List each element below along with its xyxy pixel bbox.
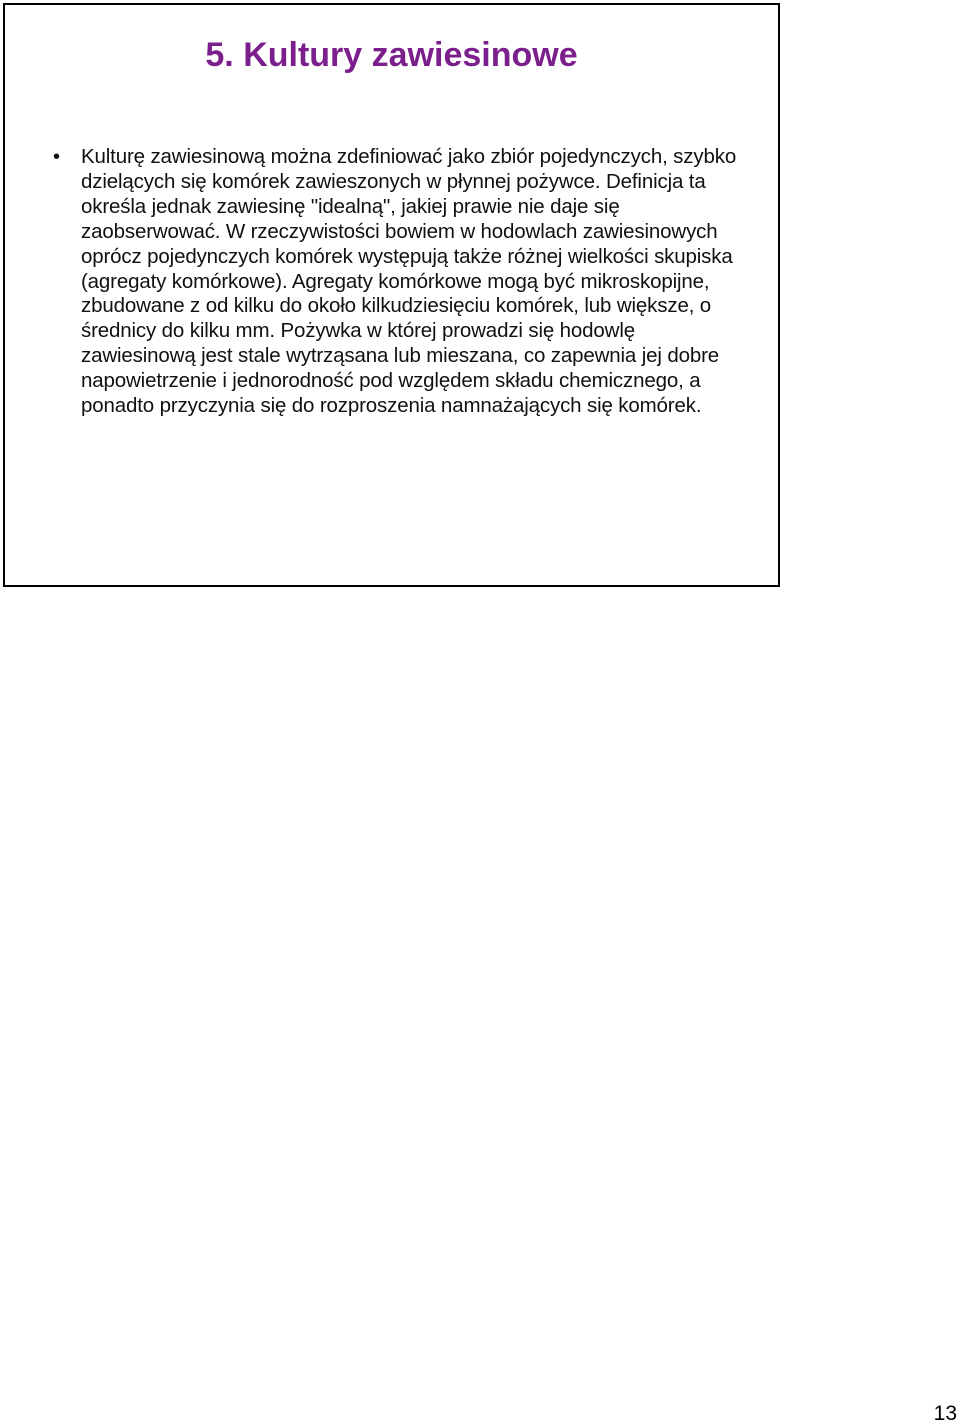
- slide-title: 5. Kultury zawiesinowe: [205, 36, 578, 74]
- slide-frame: [3, 3, 780, 587]
- page-number: 13: [933, 1402, 957, 1425]
- bullet-text: Kulturę zawiesinową można zdefiniować jako zbiór pojedynczych, szybko dzielących się komórek zawieszonych w płynnej pożywce. Definicja ta określa jednak zawiesinę "idealną", jakiej prawie nie daje się zaobserwować. W rzeczywistości bowiem w hodowlach zawiesinowych oprócz pojedynczych komórek występują także różnej wielkości skupiska (agregaty komórkowe). Agregaty komórkowe mogą być mikroskopijne, zbudowane z od kilku do około kilkudziesięciu komórek, lub większe, o średnicy do kilku mm. Pożywka w której prowadzi się hodowlę zawiesinową jest stale wytrząsana lub mieszana, co zapewnia jej dobre napowietrzenie i jednorodność pod względem składu chemicznego, a ponadto przyczynia się do rozproszenia namnażających się komórek.: [81, 145, 737, 418]
- bullet-list: [51, 145, 741, 419]
- bullet-dot-icon: •: [53, 146, 60, 168]
- bullet-item: [51, 145, 741, 419]
